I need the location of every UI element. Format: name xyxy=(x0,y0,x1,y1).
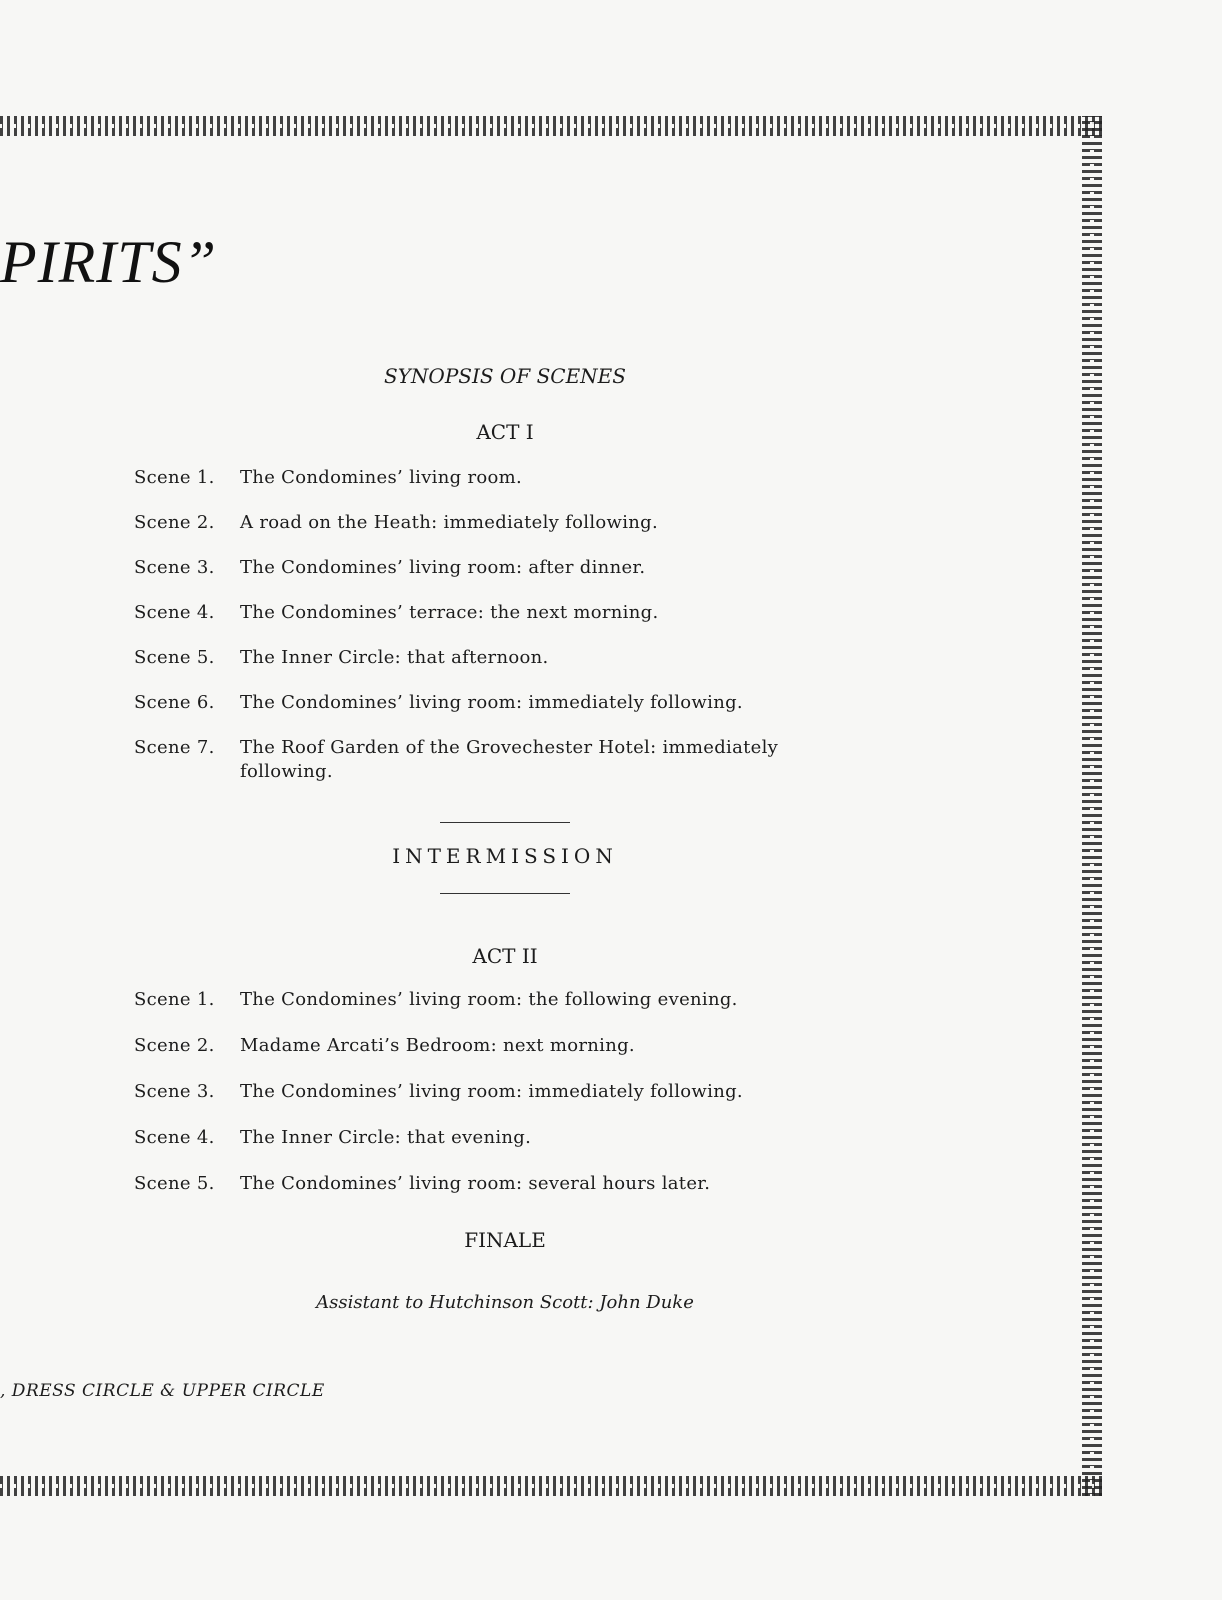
scene-description: The Condomines’ living room. xyxy=(240,467,523,488)
scene-item xyxy=(134,466,814,490)
decorative-border-bottom xyxy=(0,1476,1102,1496)
act-two-scene-list xyxy=(134,988,814,1218)
seating-footer-fragment: , DRESS CIRCLE & UPPER CIRCLE xyxy=(0,1381,325,1401)
play-title-fragment: PIRITS” xyxy=(0,229,217,295)
scene-description: The Condomines’ living room: the following evening. xyxy=(240,989,738,1010)
act-one-heading: ACT I xyxy=(476,420,534,444)
scene-description: The Roof Garden of the Grovechester Hotel: immediately following. xyxy=(240,737,779,782)
scene-description: The Condomines’ living room: immediately following. xyxy=(240,1081,743,1102)
act-two-heading: ACT II xyxy=(472,944,538,968)
synopsis-heading: SYNOPSIS OF SCENES xyxy=(384,364,626,388)
scene-description: The Condomines’ living room: after dinner. xyxy=(240,557,646,578)
scene-item xyxy=(134,1080,814,1104)
scene-number: Scene 6. xyxy=(134,692,215,713)
scene-number: Scene 5. xyxy=(134,1173,215,1194)
assistant-credit: Assistant to Hutchinson Scott: John Duke xyxy=(316,1292,694,1313)
finale-heading: FINALE xyxy=(464,1228,546,1252)
scene-description: A road on the Heath: immediately following. xyxy=(240,512,659,533)
scene-number: Scene 2. xyxy=(134,512,215,533)
intermission-heading: INTERMISSION xyxy=(392,844,618,868)
scene-item xyxy=(134,601,814,625)
scene-number: Scene 4. xyxy=(134,1127,215,1148)
scene-number: Scene 4. xyxy=(134,602,215,623)
scene-description: The Condomines’ living room: immediately following. xyxy=(240,692,743,713)
scene-number: Scene 1. xyxy=(134,467,215,488)
act-one-scene-list xyxy=(134,466,814,805)
divider-rule xyxy=(440,893,570,894)
scene-description: The Condomines’ living room: several hours later. xyxy=(240,1173,711,1194)
scene-item xyxy=(134,736,814,784)
scene-number: Scene 3. xyxy=(134,557,215,578)
scene-item xyxy=(134,1172,814,1196)
scene-number: Scene 1. xyxy=(134,989,215,1010)
decorative-border-top xyxy=(0,116,1102,136)
scene-item xyxy=(134,988,814,1012)
scene-item xyxy=(134,556,814,580)
decorative-border-right xyxy=(1082,116,1102,1496)
scene-item xyxy=(134,646,814,670)
scene-number: Scene 2. xyxy=(134,1035,215,1056)
scene-item xyxy=(134,691,814,715)
scene-description: The Inner Circle: that evening. xyxy=(240,1127,532,1148)
divider-rule xyxy=(440,822,570,823)
scene-item xyxy=(134,511,814,535)
scene-description: The Inner Circle: that afternoon. xyxy=(240,647,549,668)
scene-description: Madame Arcati’s Bedroom: next morning. xyxy=(240,1035,635,1056)
scene-number: Scene 7. xyxy=(134,737,215,758)
scene-item xyxy=(134,1126,814,1150)
scene-description: The Condomines’ terrace: the next morning. xyxy=(240,602,659,623)
scene-item xyxy=(134,1034,814,1058)
scene-number: Scene 5. xyxy=(134,647,215,668)
scene-number: Scene 3. xyxy=(134,1081,215,1102)
